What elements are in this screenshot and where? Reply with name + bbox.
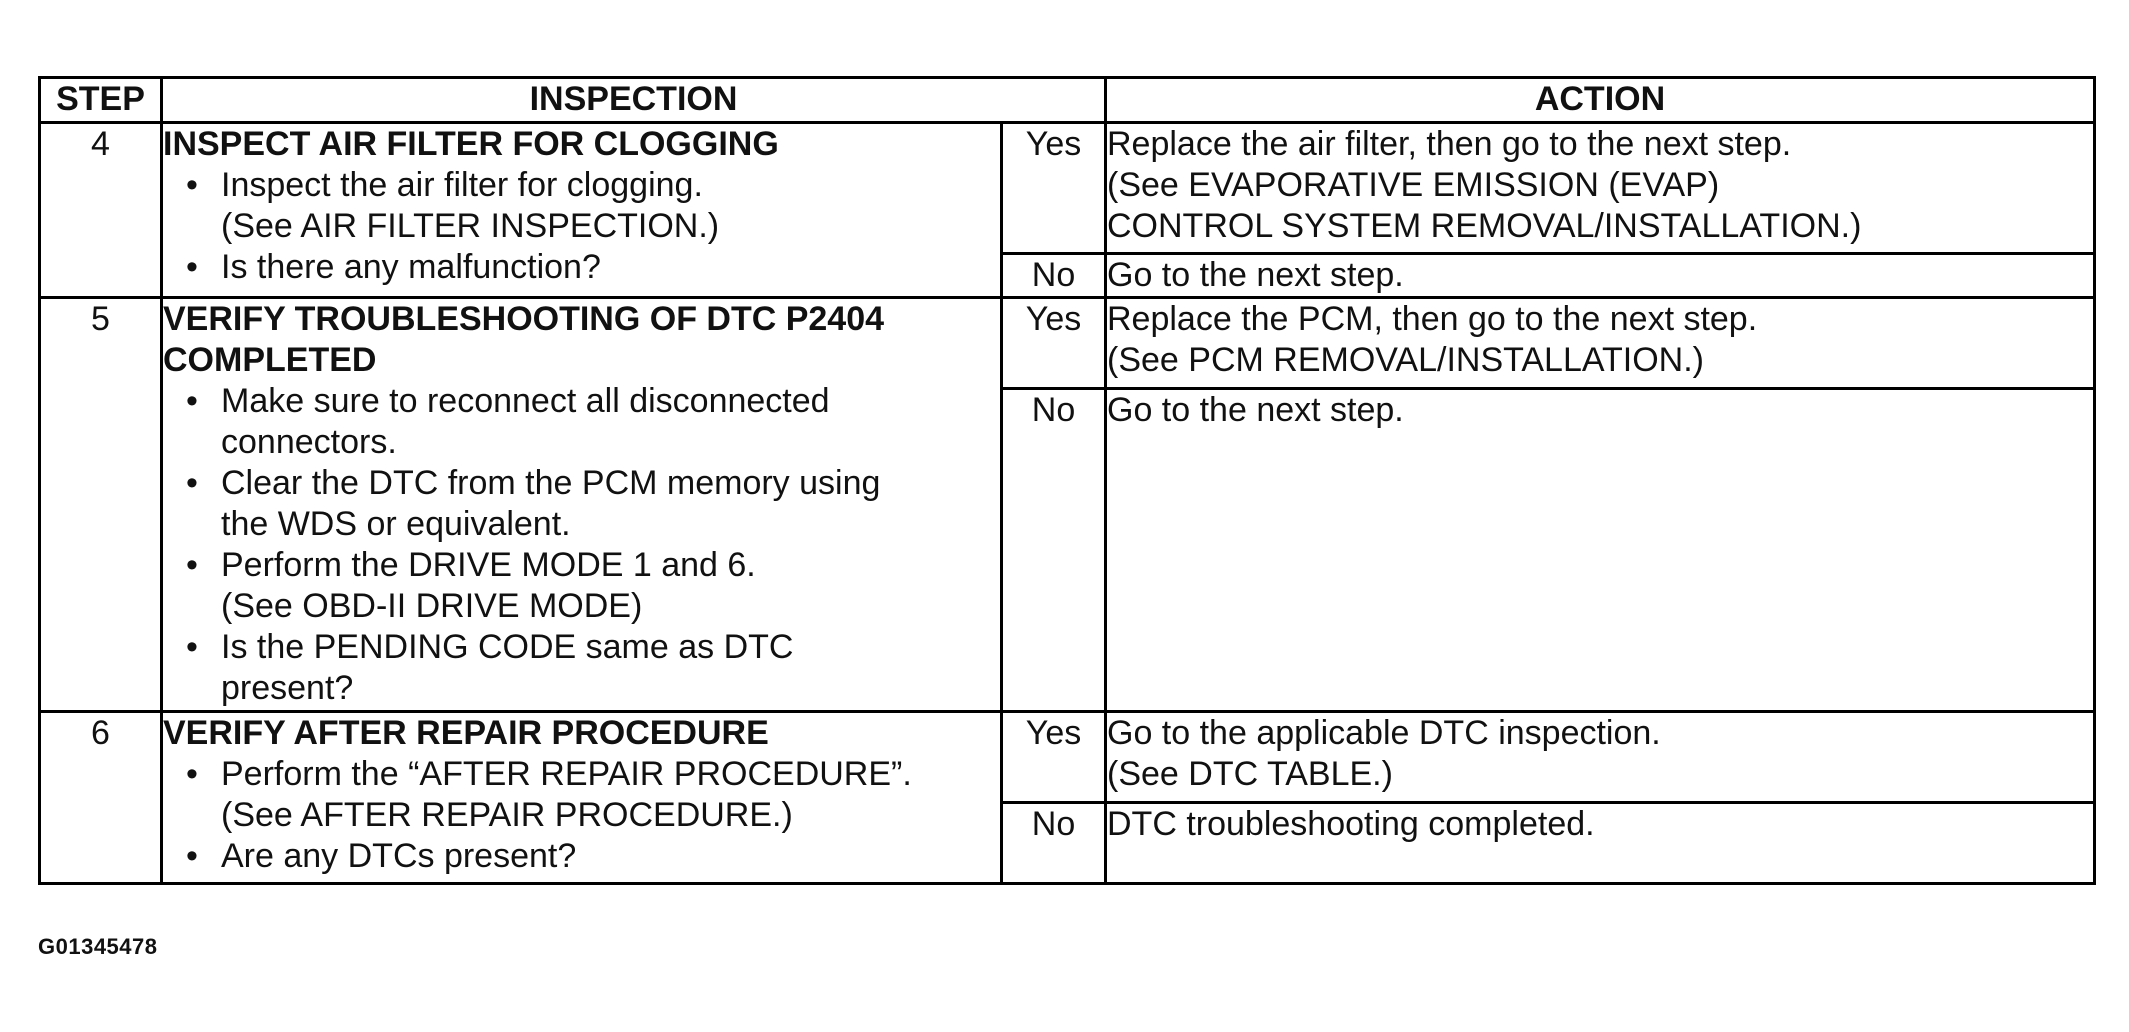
action-text: DTC troubleshooting completed.: [1107, 805, 1595, 843]
no-action: [1106, 803, 2095, 884]
inspection-title: VERIFY AFTER REPAIR PROCEDURE: [163, 714, 769, 752]
yes-label: Yes: [1002, 123, 1106, 254]
yes-action: [1106, 298, 2095, 389]
bullet-icon: •: [186, 837, 198, 875]
yes-label: Yes: [1002, 298, 1106, 389]
action-text: (See EVAPORATIVE EMISSION (EVAP): [1107, 166, 1720, 204]
list-item: [163, 754, 1000, 836]
inspection-title: INSPECT AIR FILTER FOR CLOGGING: [163, 125, 779, 163]
bullet-text: (See AIR FILTER INSPECTION.): [221, 207, 720, 245]
bullet-text: present?: [221, 669, 354, 707]
bullet-icon: •: [186, 166, 198, 204]
inspection-bullets: [163, 754, 1000, 877]
bullet-icon: •: [186, 755, 198, 793]
no-action: [1106, 254, 2095, 298]
action-text: Go to the next step.: [1107, 256, 1404, 294]
header-step: STEP: [40, 78, 162, 123]
action-text: CONTROL SYSTEM REMOVAL/INSTALLATION.): [1107, 207, 1862, 245]
action-text: (See DTC TABLE.): [1107, 755, 1393, 793]
list-item: [163, 165, 1000, 247]
header-action: ACTION: [1106, 78, 2095, 123]
no-label: No: [1002, 389, 1106, 712]
table-header-row: [40, 78, 2095, 123]
list-item: [163, 381, 1000, 463]
inspection-bullets: [163, 381, 1000, 709]
bullet-text: (See AFTER REPAIR PROCEDURE.): [221, 796, 793, 834]
list-item: [163, 463, 1000, 545]
table-row: [40, 298, 2095, 389]
yes-action: [1106, 712, 2095, 803]
no-label: No: [1002, 803, 1106, 884]
bullet-text: Are any DTCs present?: [221, 837, 577, 875]
list-item: [163, 247, 1000, 288]
bullet-icon: •: [186, 248, 198, 286]
bullet-text: Is the PENDING CODE same as DTC: [221, 628, 794, 666]
bullet-icon: •: [186, 464, 198, 502]
no-label: No: [1002, 254, 1106, 298]
table-row: [40, 123, 2095, 254]
bullet-text: Inspect the air filter for clogging.: [221, 166, 703, 204]
bullet-text: Perform the DRIVE MODE 1 and 6.: [221, 546, 756, 584]
inspection-title: VERIFY TROUBLESHOOTING OF DTC P2404 COMPLETED: [163, 300, 885, 379]
bullet-text: Clear the DTC from the PCM memory using: [221, 464, 881, 502]
bullet-text: connectors.: [221, 423, 397, 461]
header-inspection: INSPECTION: [162, 78, 1106, 123]
bullet-icon: •: [186, 546, 198, 584]
bullet-icon: •: [186, 628, 198, 666]
action-text: Replace the air filter, then go to the next step.: [1107, 125, 1792, 163]
table-row: [40, 712, 2095, 803]
bullet-text: Is there any malfunction?: [221, 248, 601, 286]
yes-label: Yes: [1002, 712, 1106, 803]
inspection-bullets: [163, 165, 1000, 288]
bullet-icon: •: [186, 382, 198, 420]
action-text: Replace the PCM, then go to the next step.: [1107, 300, 1758, 338]
figure-id: G01345478: [38, 934, 158, 959]
list-item: [163, 836, 1000, 877]
inspection-cell: [162, 123, 1002, 298]
yes-action: [1106, 123, 2095, 254]
list-item: [163, 545, 1000, 627]
inspection-cell: [162, 298, 1002, 712]
list-item: [163, 627, 1000, 709]
action-text: Go to the applicable DTC inspection.: [1107, 714, 1661, 752]
no-action: [1106, 389, 2095, 712]
bullet-text: Make sure to reconnect all disconnected: [221, 382, 830, 420]
inspection-cell: [162, 712, 1002, 884]
bullet-text: (See OBD-II DRIVE MODE): [221, 587, 643, 625]
dtc-troubleshooting-table: [38, 76, 2096, 885]
step-number: 5: [40, 298, 162, 712]
bullet-text: Perform the “AFTER REPAIR PROCEDURE”.: [221, 755, 912, 793]
bullet-text: the WDS or equivalent.: [221, 505, 571, 543]
step-number: 4: [40, 123, 162, 298]
action-text: Go to the next step.: [1107, 391, 1404, 429]
action-text: (See PCM REMOVAL/INSTALLATION.): [1107, 341, 1705, 379]
step-number: 6: [40, 712, 162, 884]
